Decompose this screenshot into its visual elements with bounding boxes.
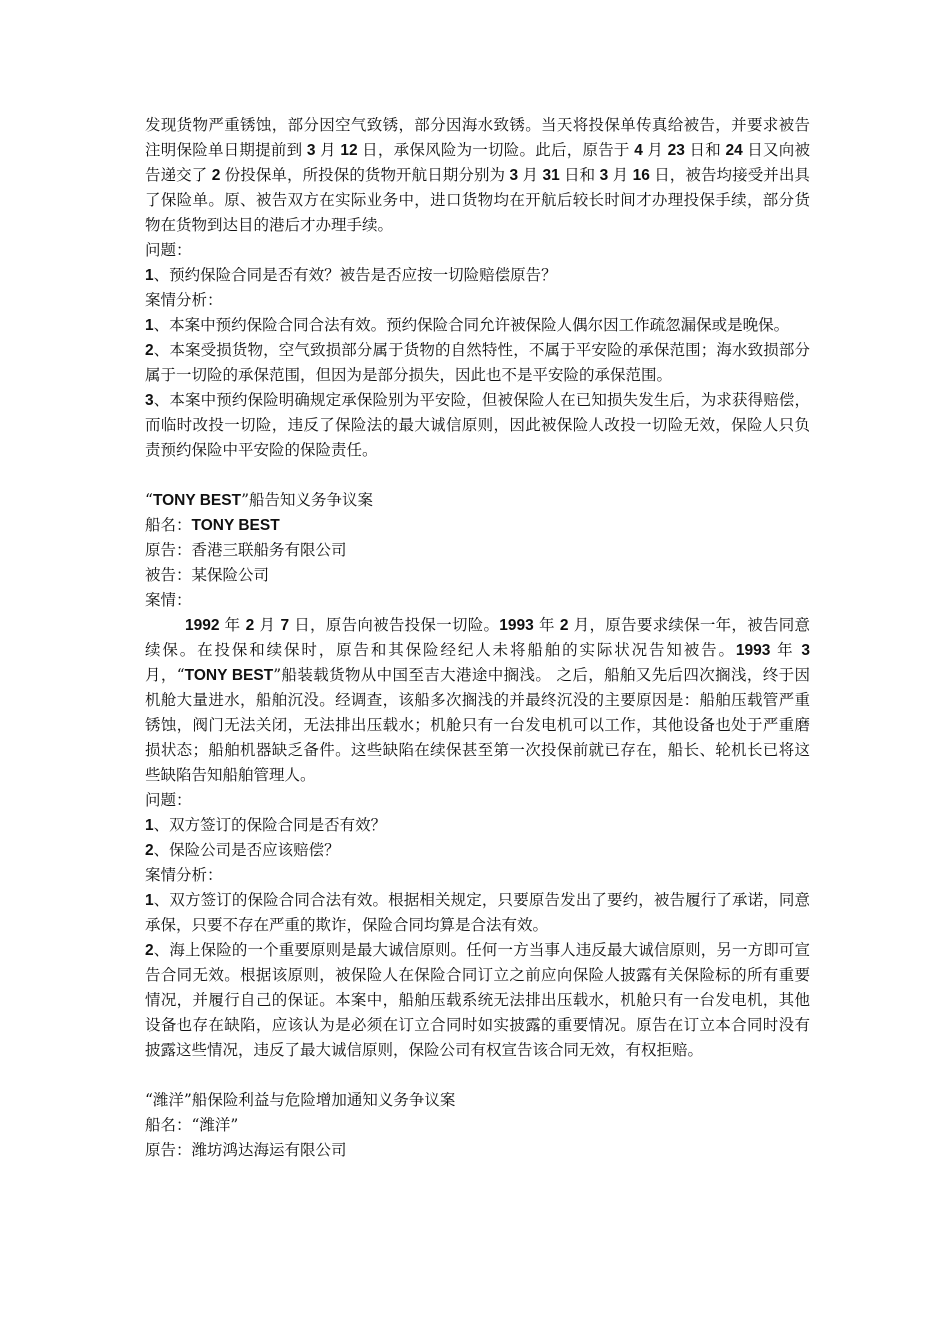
spacer (145, 463, 810, 488)
month: 3 (801, 642, 810, 659)
number: 12 (335, 142, 363, 159)
case2-questions-label: 问题： (145, 791, 192, 809)
ship-name: TONY BEST (191, 517, 280, 534)
number: 24 (720, 142, 748, 159)
year: 1993 (499, 617, 534, 634)
ship-name: TONY BEST (184, 667, 274, 684)
case1-facts-paragraph: 发现货物严重锈蚀，部分因空气致锈，部分因海水致锈。当天将投保单传真给被告，并要求被告注明保险单日期提前到 3 月 12 日，承保风险为一切险。此后，原告于 4 月 23 日和 24 日又向被告递交了 2 份投保单，所投保的货物开航日期分别为 3 月 31 日和 3 月 16 日，被告均接受并出具了保险单。原、被告双方在实际业务中，进口货物均在开航后较长时间才办理投保手续，部分货物在货物到达目的港后才办理手续。 (145, 116, 810, 234)
facts-text: 年 (533, 616, 560, 634)
question-text: 、预约保险合同是否有效？被告是否应按一切险赔偿原告？ (153, 266, 557, 284)
case2-analysis-1 (145, 888, 810, 938)
facts-text: 月，“ (145, 666, 185, 684)
case2-title (145, 488, 810, 513)
list-number: 2 (145, 842, 154, 859)
list-number: 2 (145, 342, 154, 359)
facts-text: 月 (254, 616, 281, 634)
list-number: 1 (145, 817, 154, 834)
case1-analysis-2 (145, 338, 810, 388)
number: 3 (302, 142, 321, 159)
facts-text: 年 (219, 616, 246, 634)
list-number: 2 (145, 942, 154, 959)
case2-plaintiff: 原告：香港三联船务有限公司 (145, 541, 347, 559)
case3-ship-line: 船名：“潍洋” (145, 1116, 239, 1134)
facts-text: 月，原告要求续保一年，被告同意续保。在投保和续保时，原告和其保险经纪人未将船舶的实际状况告知被告。 (145, 616, 811, 659)
month: 2 (559, 617, 569, 634)
analysis-text: 、海上保险的一个重要原则是最大诚信原则。任何一方当事人违反最大诚信原则，另一方即可宣告合同无效。根据该原则，被保险人在保险合同订立之前应向保险人披露有关保险标的所有重要情况，并履行自己的保证。本案中，船舶压载系统无法排出压载水，机舱只有一台发电机，其他设备也存在缺陷，应该认为是必须在订立合同时如实披露的重要情况。原告在订立本合同时没有披露这些情况，违反了最大诚信原则，保险公司有权宣告该合同无效，有权拒赔。 (145, 941, 810, 1059)
list-number: 1 (145, 267, 154, 284)
spacer (145, 1063, 810, 1088)
case1-analysis-3 (145, 388, 810, 463)
question-text: 、保险公司是否应该赔偿？ (153, 841, 340, 859)
number: 3 (595, 167, 613, 184)
case2-ship-line (145, 513, 810, 538)
case1-analysis-label: 案情分析： (145, 291, 223, 309)
case3-plaintiff: 原告：潍坊鸿达海运有限公司 (145, 1141, 347, 1159)
list-number: 1 (145, 892, 154, 909)
number: 2 (207, 167, 225, 184)
facts-text: 日，原告向被告投保一切险。 (289, 616, 500, 634)
case2-analysis-label: 案情分析： (145, 866, 223, 884)
number: 4 (629, 142, 648, 159)
case1-questions-label: 问题： (145, 241, 192, 259)
day: 7 (280, 617, 290, 634)
case2-question-1 (145, 813, 810, 838)
month: 2 (245, 617, 255, 634)
ship-label: 船名： (145, 516, 192, 534)
case2-question-2 (145, 838, 810, 863)
analysis-text: 、本案中预约保险明确规定承保险别为平安险，但被保险人在已知损失发生后，为求获得赔偿，而临时改投一切险，违反了保险法的最大诚信原则，因此被保险人改投一切险无效，保险人只负责预约保险中平安险的保险责任。 (145, 391, 810, 459)
case2-facts-label: 案情： (145, 591, 192, 609)
analysis-text: 、双方签订的保险合同合法有效。根据相关规定，只要原告发出了要约，被告履行了承诺，同意承保，只要不存在严重的欺诈，保险合同均算是合法有效。 (145, 891, 810, 934)
case3-title: “潍洋”船保险利益与危险增加通知义务争议案 (145, 1091, 456, 1109)
case2-analysis-2 (145, 938, 810, 1063)
question-text: 、双方签订的保险合同是否有效？ (153, 816, 387, 834)
year: 1992 (185, 617, 220, 634)
number: 31 (538, 167, 565, 184)
facts-text: ”船装载货物从中国至吉大港途中搁浅。 之后，船舶又先后四次搁浅，终于因机舱大量进水，船舶沉没。经调查，该船多次搁浅的并最终沉没的主要原因是：船舶压载管严重锈蚀，阀门无法关闭，无法排出压载水；机舱只有一台发电机可以工作，其他设备也处于严重磨损状态；船舶机器缺乏备件。这些缺陷在续保甚至第一次投保前就已存在，船长、轮机长已将这些缺陷告知船舶管理人。 (145, 666, 810, 784)
number: 3 (505, 167, 523, 184)
number: 23 (663, 142, 690, 159)
case2-facts-paragraph (145, 613, 810, 788)
facts-text: 年 (770, 641, 802, 659)
title-quote: “ (145, 491, 153, 509)
analysis-text: 、本案中预约保险合同合法有效。预约保险合同允许被保险人偶尔因工作疏忽漏保或是晚保。 (153, 316, 790, 334)
number: 16 (628, 167, 655, 184)
list-number: 3 (145, 392, 154, 409)
title-ship-name: TONY BEST (152, 492, 242, 509)
analysis-text: 、本案受损货物，空气致损部分属于货物的自然特性，不属于平安险的承保范围；海水致损部分属于一切险的承保范围，但因为是部分损失，因此也不是平安险的承保范围。 (145, 341, 810, 384)
year: 1993 (735, 642, 771, 659)
case1-analysis-1 (145, 313, 810, 338)
case1-question-1 (145, 263, 810, 288)
case2-defendant: 被告：某保险公司 (145, 566, 270, 584)
list-number: 1 (145, 317, 154, 334)
title-text: ”船告知义务争议案 (241, 491, 374, 509)
